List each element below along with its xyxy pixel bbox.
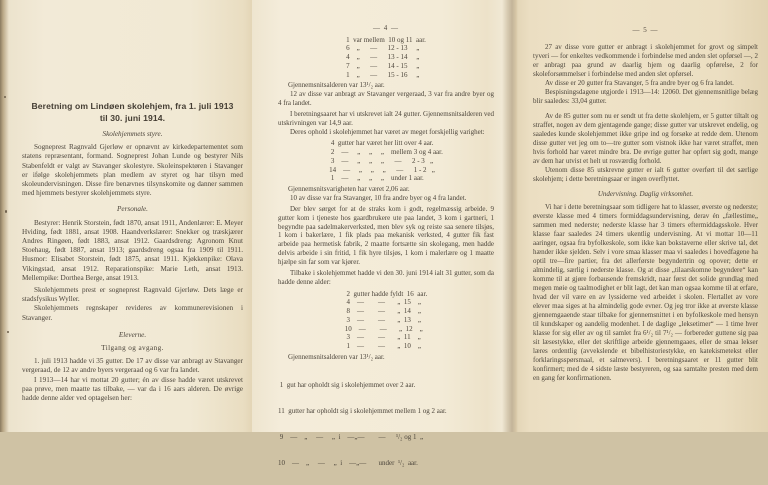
table-row: 1 — — „ 10 „ bbox=[344, 341, 421, 350]
paragraph-reason: 27 av disse vore gutter er anbragt i skolehjemmet for grovt og simpelt tyveri — for enkeltes vedkommende i forbindelse med anden slet opførsel —, 2 er anbragt paa grund av daarlig hjem og daarlig opførelse, 2 for skoleforsømmelser i forbindelse med anden slet opførsel. bbox=[533, 43, 758, 78]
table-row: 6 „ — 12 - 13 „ bbox=[346, 44, 420, 53]
paragraph-remaining: Tilbake i skolehjemmet hadde vi den 30. juni 1914 ialt 31 gutter, som da hadde denne alder: bbox=[278, 269, 494, 286]
paragraph-work: Der blev sørget for at de straks kom i godt, regelmæssig arbeide. 9 gutter kom i tjeneste hos gaardbrukere ute paa landet, 3 kom i gartneri, 1 begyndte paa sadelmakerverksted, men blev syk og reiste saa senere tilsjøs, 1 kom i bakerlære, 1 fik plads paa mekanisk verksted, 4 gutter fik fast arbeide paa hermetisk fabrik, 2 maatte fortsætte sin skolegang, men hadde delvis arbeide i sin fritid, 1 fik hyre tilsjøs, 1 kom i malerlære og 1 maatte hjælpe sin far som var kjører. bbox=[278, 205, 494, 266]
intake-age-table bbox=[346, 36, 426, 80]
paragraph-regnskap: Skolehjemmets regnskaper revideres av kommunerevisionen i Stavanger. bbox=[22, 304, 243, 322]
average-age-line-2: Gjennemsnitsalderen var 13¹/₂ aar. bbox=[288, 352, 385, 361]
table-row: 14 — „ „ „ — 1 - 2 „ bbox=[329, 165, 435, 174]
page-4 bbox=[252, 0, 502, 468]
summary-line: 1 gut har opholdt sig i skolehjemmet over 2 aar. bbox=[278, 380, 416, 389]
paragraph-discharged: I beretningsaaret har vi utskrevet ialt 24 gutter. Gjennemsnitsalderen ved utskrivningen var 14,9 aar. bbox=[278, 110, 494, 128]
paragraph-discharged-origin: 10 av disse var fra Stavanger, 10 fra andre byer og 4 fra landet. bbox=[290, 193, 467, 202]
summary-line: 10 — „ — „ i —„— under ¹/₂ aar. bbox=[278, 459, 418, 468]
paragraph-conduct: Av de 85 gutter som nu er sendt ut fra dette skolehjem, er 5 gutter tiltalt og straffet, nogen av dem gjentagende gange; disse gutter var utskrevet endelig, og saaledes kunde skolehjemmet ikke gripe ind og forsøke at redde dem. Utenom disse gutter vet jeg om to—tre gutter som vistnok ikke har været straffet, men hvis forhold har været mindre bra. De øvrige gutter har opført sig godt, mange av dem har utvist et helt ut rosværdig forhold. bbox=[533, 112, 758, 165]
page-number-4: — 4 — bbox=[373, 24, 399, 32]
paragraph-origin: 12 av disse var anbragt av Stavanger vergeraad, 3 var fra andre byer og 4 fra landet. bbox=[278, 89, 494, 107]
stay-duration-summary bbox=[278, 363, 494, 485]
heading-tilgang-og-avgang: Tilgang og avgang. bbox=[101, 344, 164, 353]
table-row: 3 — — „ 11 „ bbox=[344, 333, 421, 342]
report-title-line2: til 30. juni 1914. bbox=[99, 112, 166, 123]
paragraph-boarding: Bespisningsdagene utgjorde i 1913—14: 12060. Det gjennemsnitlige belæg blir saaledes: 33,04 gutter. bbox=[533, 88, 758, 105]
paragraph-transfer: Utenom disse 85 utskrevne gutter er ialt 6 gutter overført til det særlige skolehjem; i dette beretningsaar er ingen overflyttet. bbox=[533, 166, 758, 183]
left-page-content bbox=[0, 0, 252, 403]
page-4-content bbox=[252, 0, 502, 485]
heading-eleverne: Eleverne. bbox=[118, 330, 147, 339]
heading-personale: Personale. bbox=[117, 205, 148, 214]
table-row: 4 gutter har været her litt over 4 aar. bbox=[329, 139, 434, 148]
paragraph-personale: Bestyrer: Henrik Storstein, født 1870, ansat 1911, Andenlærer: E. Meyer Hviding, født 1881, ansat 1908. Haandverkslærer: Snekker og træskjærer Andres Ringøen, født 1883, ansat 1912. Gaardsdreng: Agronom Knut Stoehaug, født 1887, ansat 1913; gaardsdreng ogsaa fra 1909 til 1911. Husmor: Elisabet Storstein, født 1875, ansat 1911. Kjøkkenpike: Olava Vikingstad, ansat 1912. Reparationspike: Marie Leth, ansat 1913. Mellempike: Dorthea Berge, ansat 1913. bbox=[22, 218, 243, 282]
summary-line: 11 gutter har opholdt sig i skolehjemmet mellem 1 og 2 aar. bbox=[278, 406, 447, 415]
paragraph-tilgang-1: 1. juli 1913 hadde vi 35 gutter. De 17 av disse var anbragt av Stavanger vergeraad, de 12 av andre byers vergeraad og 6 var fra landet. bbox=[22, 357, 243, 375]
paragraph-prest: Skolehjemmets prest er sogneprest Ragnvald Gjerløw. Dets læge er stadsfysikus Wyller. bbox=[22, 286, 243, 304]
table-row: 7 „ — 14 - 15 „ bbox=[346, 61, 420, 70]
heading-skolehjemmets-styre: Skolehjemmets styre. bbox=[102, 130, 163, 138]
table-row: 8 — — „ 14 „ bbox=[344, 307, 421, 316]
table-row: 4 „ — 13 - 14 „ bbox=[346, 53, 420, 62]
table-row: 4 — — „ 15 „ bbox=[344, 298, 421, 307]
page-5-content bbox=[518, 0, 768, 383]
paragraph-styre: Sogneprest Ragnvald Gjerløw er opnævnt av kirkedepartementet som statens repræsentant, formand. Sogneprest Johan Lunde og bestyrer Nils Stabenfeldt er valgt av Stavanger skolestyre. Skoleinspektøren i Stavanger er ifølge skolehjemmets plan medlem av styret og har tilsyn med skoleundervisningen. Disse fire benævnes tilsynskomite og danner sammen med hjemmets bestyrer skolehjemmets styre. bbox=[22, 143, 243, 198]
paragraph-tilgang-2: I 1913—14 har vi mottat 20 gutter; én av disse hadde været utskrevet paa prøve, men maatte tas tilbake, — var da i 16 aars alderen. De øvrige hadde denne alder ved optagelsen her: bbox=[22, 375, 243, 403]
table-row: 3 — „ „ „ — 2 - 3 „ bbox=[329, 156, 434, 165]
report-title bbox=[22, 101, 243, 124]
paper-speck bbox=[5, 210, 7, 213]
summary-line: 9 — „ — „ i —„— — ¹/₂ og 1 „ bbox=[278, 432, 424, 441]
paragraph-origin-5: Av disse er 20 gutter fra Stavanger, 5 fra andre byer og 6 fra landet. bbox=[545, 79, 734, 87]
report-title-line1: Beretning om Lindøen skolehjem, fra 1. juli 1913 bbox=[31, 101, 234, 111]
page-gutter-shadow bbox=[502, 0, 518, 432]
paragraph-stay-intro: Deres ophold i skolehjemmet har været av meget forskjellig varighet: bbox=[290, 127, 485, 136]
stay-duration-table bbox=[329, 139, 443, 183]
page-number-5: — 5 — bbox=[632, 26, 659, 34]
paragraph-teaching: Vi har i dette beretningsaar som tidligere hat to klasser, øverste og nederste; øverste klasse med 4 timers formiddagsundervisning, derav én „fællestime„ sammen med nederste; nederste klasse har 3 timers eftermiddagsskole. Hver klasse faar saaledes 24 timers ukentlig undervisning. At vi mottar 10—11 aaringer, ogsaa fra byfolkeskole, som ikke kan bokstaverne eller skrive tal, det hænder ikke sjelden. Selv i vore smaa klasser maa vi saaledes i hovedfagene ha optil tre—fire partier, fra det allerførste begyndertrin og opover; dette er almindelig, særlig i nederste klasse. Og at disse „tilaarskomne begyndere“ kan komme til at gjøre forbausende fremskridt, naar først det solide grundlag med megen møie og taalmodighet er blit lagt, det kan man ogsaa komme til at erfare, hvad der vil være en av lyssiderne ved arbeidet i skolen. Flertallet av vore elever maa siges at ha almindelig gode evner. Og jeg tror ikke at øverste klasse gjennemgaaende staar tilbake for gjennemsnittet i en byfolkeskole med hensyn til kundskaper og aandelig modenhet. I de daglige „leksetimer“ — 1 time hver klasse for sig eller av og til samlet fra 6¹/₂ til 7¹/₂ — forbereder guttene sig paa sit læsestykke, eller det skriftlige arbeide gjennemgaaes, eller de smaa lekser læres ordentlig (avvekslende et bibelhistoriestykke, en katekismetekst eller forklaringsspørsmaal, et salmevers). I beretningsaaret er 11 gutter blit konfirmert; med de 4 sidste læste bestyreren, og saa samtalte presten med dem en gang før konfirmationen. bbox=[533, 203, 758, 382]
page-5 bbox=[518, 0, 768, 432]
table-row: 3 — — „ 13 „ bbox=[344, 315, 421, 324]
table-row: 10 — — „ 12 „ bbox=[344, 324, 423, 333]
table-row: 1 „ — 15 - 16 „ bbox=[346, 70, 420, 79]
table-row: 1 — „ „ „ under 1 aar. bbox=[329, 174, 424, 183]
paper-speck bbox=[4, 96, 6, 98]
table-row: 1 var mellem 10 og 11 aar. bbox=[346, 35, 426, 44]
table-row: 2 gutter hadde fyldt 16 aar. bbox=[344, 289, 428, 298]
average-age-line: Gjennemsnitsalderen var 13¹/₂ aar. bbox=[288, 81, 385, 90]
table-row: 2 — „ „ „ mellem 3 og 4 aar. bbox=[329, 148, 443, 157]
paper-speck bbox=[7, 331, 9, 333]
page-title-leaf bbox=[0, 0, 252, 432]
average-stay-line: Gjennemsnitsvarigheten har været 2,06 aar. bbox=[288, 184, 410, 193]
heading-undervisning: Undervisning. Daglig virksomhet. bbox=[597, 190, 694, 198]
remaining-age-table bbox=[345, 290, 427, 351]
